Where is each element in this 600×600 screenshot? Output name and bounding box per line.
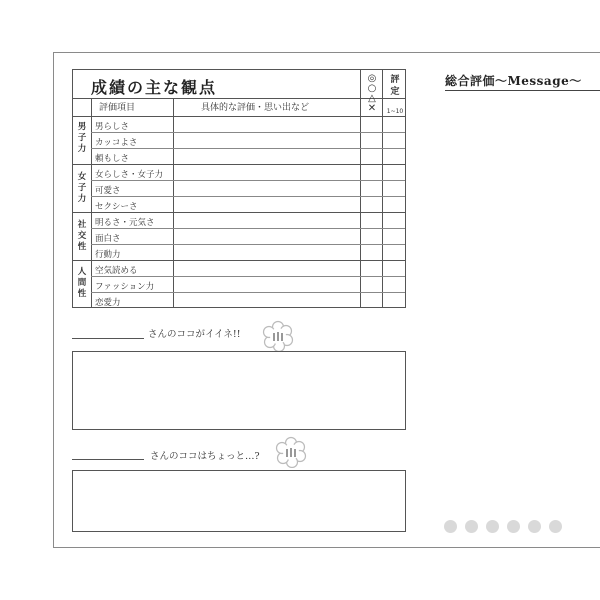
table-divider [73, 116, 405, 117]
table-row: ファッション力 [95, 282, 155, 292]
table-row: セクシーさ [95, 202, 138, 212]
row-divider [91, 148, 405, 149]
category-char: 社 [77, 220, 87, 230]
bad-points-prompt: さんのココはちょっと…? [150, 451, 260, 462]
category-char: 男 [77, 122, 87, 132]
circle-symbol: ○ [367, 83, 377, 94]
hanamaru-stamp-icon [262, 320, 294, 352]
table-title: 成績の主な観点 [91, 78, 218, 97]
table-row: カッコよさ [95, 138, 138, 148]
hanamaru-stamp-icon [275, 436, 307, 468]
overall-evaluation-title: 総合評価～Message～ [445, 74, 582, 88]
grade-range: 1~10 [386, 108, 404, 115]
dot-decoration [444, 520, 457, 533]
row-divider [91, 132, 405, 133]
dot-decoration [528, 520, 541, 533]
detail-column-header: 具体的な評価・思い出など [201, 103, 310, 113]
table-row: 可愛さ [95, 186, 121, 196]
dot-row [444, 520, 562, 533]
category-label [73, 122, 91, 155]
table-row: 頼もしさ [95, 154, 130, 164]
category-char: 交 [77, 231, 87, 241]
table-divider [73, 98, 405, 99]
grade-header [387, 74, 403, 98]
category-divider [73, 260, 405, 261]
table-divider [382, 70, 383, 307]
table-row: 行動力 [95, 250, 121, 260]
category-char: 間 [77, 278, 87, 288]
category-char: 力 [77, 144, 87, 154]
row-divider [91, 276, 405, 277]
table-divider [360, 70, 361, 307]
triangle-symbol: △ [368, 93, 376, 104]
category-divider [73, 212, 405, 213]
row-divider [91, 180, 405, 181]
table-row: 面白さ [95, 234, 121, 244]
row-divider [91, 292, 405, 293]
dot-decoration [465, 520, 478, 533]
dot-decoration [507, 520, 520, 533]
mark-symbols [364, 74, 380, 114]
row-divider [91, 228, 405, 229]
table-row: 女らしさ・女子力 [95, 170, 164, 180]
dot-decoration [549, 520, 562, 533]
category-char: 性 [77, 242, 87, 252]
category-char: 子 [77, 183, 87, 193]
name-blank-line[interactable] [72, 459, 144, 460]
grade-header-char: 定 [390, 87, 400, 97]
good-points-textbox[interactable] [72, 351, 406, 430]
name-blank-line[interactable] [72, 338, 144, 339]
title-underline [445, 90, 600, 91]
table-row: 空気読める [95, 266, 138, 276]
row-divider [91, 196, 405, 197]
cross-symbol: ✕ [367, 103, 377, 114]
category-label [73, 172, 91, 205]
grade-header-char: 評 [390, 75, 400, 85]
category-label [73, 220, 91, 253]
category-char: 性 [77, 289, 87, 299]
table-row: 男らしさ [95, 122, 130, 132]
table-row: 明るさ・元気さ [95, 218, 155, 228]
category-char: 力 [77, 194, 87, 204]
row-divider [91, 244, 405, 245]
dot-decoration [486, 520, 499, 533]
table-row: 恋愛力 [95, 298, 121, 308]
double-circle-symbol: ◎ [367, 73, 377, 84]
item-column-header: 評価項目 [99, 103, 136, 113]
category-char: 子 [77, 133, 87, 143]
evaluation-table [72, 69, 406, 308]
category-char: 女 [77, 172, 87, 182]
good-points-prompt: さんのココがイイネ!! [148, 329, 241, 340]
category-label [73, 267, 91, 300]
category-divider [73, 164, 405, 165]
bad-points-textbox[interactable] [72, 470, 406, 532]
category-char: 人 [77, 267, 87, 277]
